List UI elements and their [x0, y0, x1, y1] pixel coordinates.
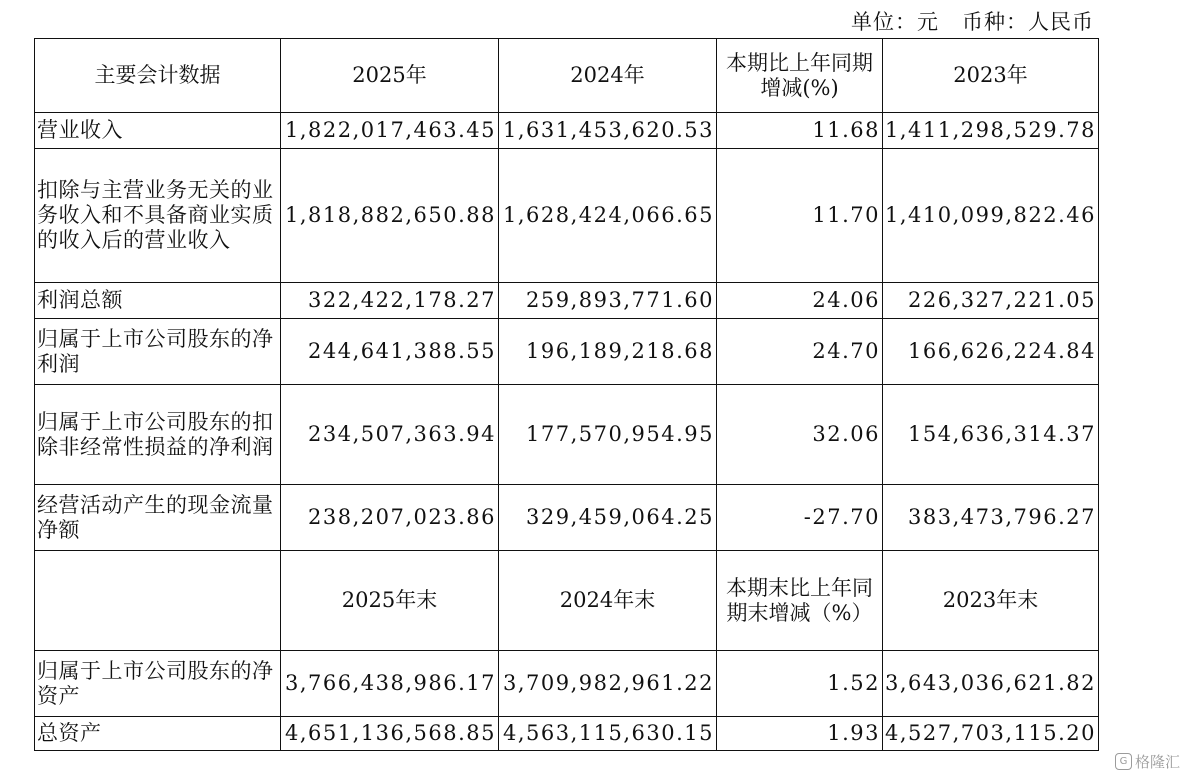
row-label: 营业收入	[35, 113, 281, 149]
value-2024: 329,459,064.25	[499, 485, 717, 551]
value-2023: 1,410,099,822.46	[883, 149, 1099, 283]
row-label: 归属于上市公司股东的净利润	[35, 319, 281, 385]
value-2024: 177,570,954.95	[499, 385, 717, 485]
value-2023-end: 3,643,036,621.82	[883, 651, 1099, 717]
header-2023: 2023年	[883, 39, 1099, 113]
row-label: 归属于上市公司股东的扣除非经常性损益的净利润	[35, 385, 281, 485]
watermark	[1115, 751, 1180, 772]
value-2023: 1,411,298,529.78	[883, 113, 1099, 149]
header-indicator: 主要会计数据	[35, 39, 281, 113]
table-subheader-row	[35, 551, 1099, 651]
table-row	[35, 149, 1099, 283]
value-2025-end: 4,651,136,568.85	[281, 717, 499, 751]
table-row	[35, 283, 1099, 319]
value-change: 1.93	[717, 717, 883, 751]
value-2024-end: 3,709,982,961.22	[499, 651, 717, 717]
subheader-change: 本期末比上年同期末增减（%）	[717, 551, 883, 651]
header-2025: 2025年	[281, 39, 499, 113]
value-change: 1.52	[717, 651, 883, 717]
header-change: 本期比上年同期增减(%)	[717, 39, 883, 113]
value-2023: 226,327,221.05	[883, 283, 1099, 319]
table-row	[35, 113, 1099, 149]
value-change: 11.70	[717, 149, 883, 283]
value-2024: 1,631,453,620.53	[499, 113, 717, 149]
value-2023: 154,636,314.37	[883, 385, 1099, 485]
value-2025: 1,822,017,463.45	[281, 113, 499, 149]
subheader-2023-end: 2023年末	[883, 551, 1099, 651]
row-label: 经营活动产生的现金流量净额	[35, 485, 281, 551]
value-2024: 1,628,424,066.65	[499, 149, 717, 283]
table-header-row	[35, 39, 1099, 113]
value-2025: 238,207,023.86	[281, 485, 499, 551]
value-2023: 166,626,224.84	[883, 319, 1099, 385]
value-2025: 1,818,882,650.88	[281, 149, 499, 283]
gelonghui-logo-icon: G	[1115, 753, 1132, 770]
value-change: 24.70	[717, 319, 883, 385]
row-label: 总资产	[35, 717, 281, 751]
table-row	[35, 319, 1099, 385]
value-2025: 234,507,363.94	[281, 385, 499, 485]
value-2024-end: 4,563,115,630.15	[499, 717, 717, 751]
table-row	[35, 651, 1099, 717]
row-label: 利润总额	[35, 283, 281, 319]
value-change: 24.06	[717, 283, 883, 319]
value-change: 32.06	[717, 385, 883, 485]
unit-currency-note: 单位：元 币种：人民币	[850, 10, 1094, 34]
row-label: 扣除与主营业务无关的业务收入和不具备商业实质的收入后的营业收入	[35, 149, 281, 283]
table-row	[35, 385, 1099, 485]
row-label: 归属于上市公司股东的净资产	[35, 651, 281, 717]
key-accounting-data-table	[34, 38, 1099, 751]
value-2025: 322,422,178.27	[281, 283, 499, 319]
subheader-indicator	[35, 551, 281, 651]
header-2024: 2024年	[499, 39, 717, 113]
value-change: -27.70	[717, 485, 883, 551]
value-2024: 196,189,218.68	[499, 319, 717, 385]
value-2024: 259,893,771.60	[499, 283, 717, 319]
value-change: 11.68	[717, 113, 883, 149]
table-row	[35, 717, 1099, 751]
value-2023: 383,473,796.27	[883, 485, 1099, 551]
subheader-2024-end: 2024年末	[499, 551, 717, 651]
value-2025-end: 3,766,438,986.17	[281, 651, 499, 717]
table-row	[35, 485, 1099, 551]
value-2023-end: 4,527,703,115.20	[883, 717, 1099, 751]
subheader-2025-end: 2025年末	[281, 551, 499, 651]
value-2025: 244,641,388.55	[281, 319, 499, 385]
watermark-text: 格隆汇	[1134, 753, 1180, 771]
